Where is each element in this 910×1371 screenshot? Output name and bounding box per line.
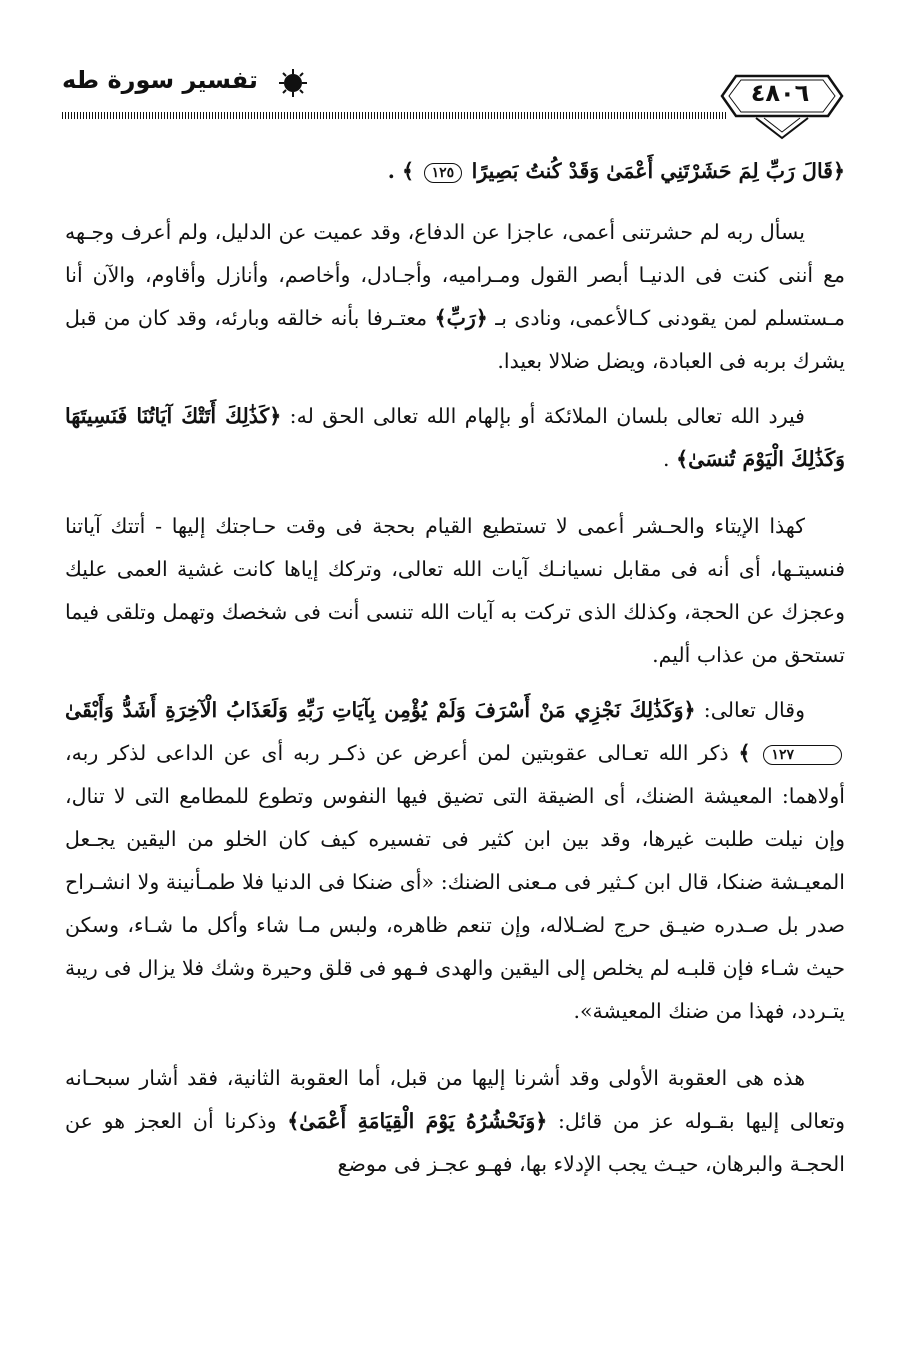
verse-paragraph	[65, 150, 845, 193]
paragraph	[65, 395, 845, 481]
quran-bracket: ﴾ .	[387, 159, 415, 183]
page-body	[65, 150, 845, 1198]
page-number: ٤٨٠٦	[750, 79, 810, 107]
quran-verse: ﴿وَكَذَٰلِكَ نَجْزِي مَنْ أَسْرَفَ وَلَمْ يُؤْمِن بِآيَاتِ رَبِّهِ وَلَعَذَابُ الْآخِرَةِ أَشَدُّ وَأَبْقَىٰ	[65, 698, 696, 722]
paragraph-text: وقال تعالى:	[695, 698, 805, 722]
paragraph-text: فيرد الله تعالى بلسان الملائكة أو بإلهام الله تعالى الحق له:	[281, 404, 805, 428]
header-rule	[62, 112, 727, 119]
paragraph-text: معتـرفا بأنه خالقه وبارئه، وقد كان من قبل يشرك بربه فى العبادة، ويضل ضلالا بعيدا.	[65, 306, 845, 373]
paragraph-text: وذكرنا أن العجز هو عن الحجـة والبرهان، حيـث يجب الإدلاء بها، فهـو عجـز فى موضع	[65, 1109, 845, 1176]
paragraph-text: يسأل ربه لم حشرتنى أعمى، عاجزا عن الدفاع، وقد عميت عن الدليل، ولم أعرف وجـهه مع أننى كنت فى الدنيـا أبصر القول ومـراميه، وأجـادل، وأخاصم، وأنازل وأقاوم، والآن أنا مـستسلم لمن يقودنى كـالأعمى، ونادى بـ	[65, 220, 845, 330]
book-title: تفسير سورة طه	[62, 66, 258, 94]
paragraph-text: .	[663, 447, 670, 471]
quran-word: ﴿رَبِّ﴾	[434, 306, 488, 330]
paragraph	[65, 689, 845, 1033]
quran-bracket: ﴾	[738, 741, 751, 765]
page-header	[0, 0, 910, 140]
quran-verse: ﴿وَنَحْشُرُهُ يَوْمَ الْقِيَامَةِ أَعْمَىٰ﴾	[287, 1109, 548, 1133]
quran-verse: ﴿قَالَ رَبِّ لِمَ حَشَرْتَنِي أَعْمَىٰ وَقَدْ كُنتُ بَصِيرًا	[471, 159, 845, 183]
paragraph	[65, 505, 845, 677]
paragraph	[65, 211, 845, 383]
paragraph	[65, 1057, 845, 1186]
paragraph-text: كهذا الإيتاء والحـشر أعمى لا تستطيع القيام بحجة فى وقت حـاجتك إليها - أتتك آياتنا فنسيتـها، أى أنه فى مقابل نسيانـك آيات الله تعالى، وتركك إياها كانت غشية العمى عليك وعجزك عن الحجة، وكذلك الذى تركت به آيات الله تنسى أنت فى شخصك وتهمل وتلقى فيما تستحق من عذاب أليم.	[65, 514, 845, 667]
paragraph-text: هذه هى العقوبة الأولى وقد أشرنا إليها من قبل، أما العقوبة الثانية، فقد أشار سبحـانه وتعالى إليها بقـوله عز من قائل:	[65, 1066, 845, 1133]
quran-verse: ﴿كَذَٰلِكَ أَتَتْكَ آيَاتُنَا فَنَسِيتَهَا وَكَذَٰلِكَ الْيَوْمَ تُنسَىٰ﴾	[65, 404, 845, 471]
ayah-number: ١٢٧	[763, 745, 842, 765]
flower-ornament-icon	[278, 68, 308, 98]
ayah-number: ١٢٥	[424, 163, 463, 183]
paragraph-text: ذكر الله تعـالى عقوبتين لمن أعرض عن ذكـر ربه أى عن الداعى لذكر ربه، أولاهما: المعيشة الضنك، أى الضيقة التى تضيق فيها النفوس وتطوع للمطامع التى لا تنال، وإن نيلت طلبت غيرها، وقد بين ابن كثير فى تفسيره كيف كان الخلو من اليقين يجـعل المعيـشة ضنكا، قال ابن كـثير فى مـعنى الضنك: «أى ضنكا فى الدنيا فلا طمـأنينة ولا انشـراح صدر بل صـدره ضيـق حرج لضـلاله، وإن تنعم ظاهره، ولبس مـا شاء وأكل ما شـاء، وسكن حيث شـاء فإن قلبـه لم يخلص إلى اليقين والهدى فـهو فى قلق وحيرة وشك فلا يزال فى ريبة يتـردد، فهذا من ضنك المعيشة».	[65, 741, 845, 1023]
